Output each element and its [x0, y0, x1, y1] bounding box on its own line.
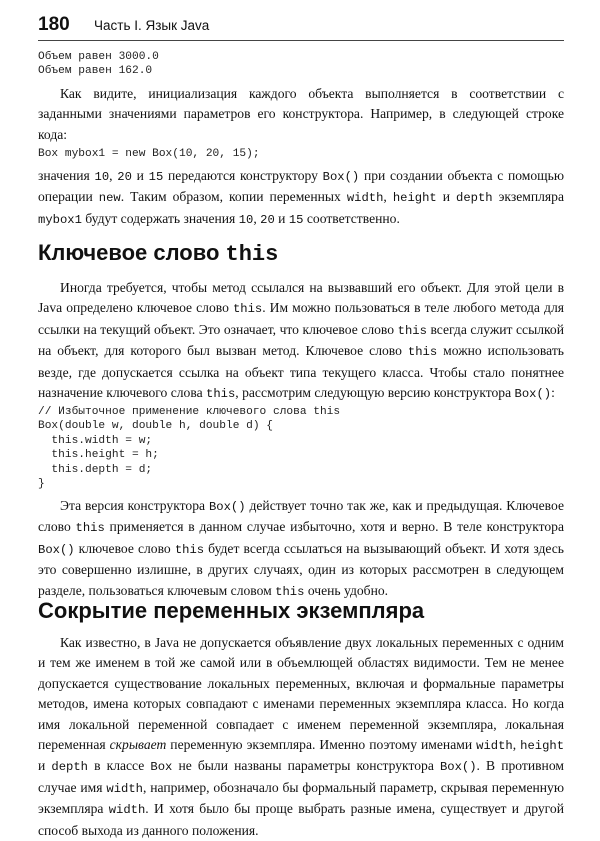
section-heading-variable-hiding: Сокрытие переменных экземпляра	[38, 598, 425, 623]
paragraph-initialization: Как видите, инициализация каждого объекта выполняется в соответствии с заданными значениями параметров его конструктора. Например, в следующей строке кода:	[38, 86, 564, 142]
section-heading-this: Ключевое слово this	[38, 240, 279, 267]
code-box-constructor-this: // Избыточное применение ключевого слова this Box(double w, double h, double d) { this.width = w; this.height = h; this.depth = d; }	[38, 406, 341, 491]
page-header	[38, 14, 564, 41]
page-number: 180	[38, 14, 70, 35]
running-head: Часть I. Язык Java	[94, 18, 210, 33]
paragraph-this-keyword: Иногда требуется, чтобы метод ссылался на вызвавший его объект. Для этой цели в Java определено ключевое слово this. Им можно пользоваться в теле любого метода для ссылки на текущий объект. Это означает, что ключевое слово this всегда служит ссылкой на объект, для которого был вызван метод. Ключевое слово this можно использовать везде, где допускается ссылка на объект типа текущего класса. Чтобы стало понятнее назначение ключевого слова this, рассмотрим следующую версию конструктора Box():	[38, 280, 564, 402]
code-output-block: Объем равен 3000.0 Объем равен 162.0	[38, 51, 159, 78]
code-mybox1-declaration: Box mybox1 = new Box(10, 20, 15);	[38, 148, 260, 160]
paragraph-this-redundant: Эта версия конструктора Box() действует точно так же, как и предыдущая. Ключевое слово this применяется в данном случае избыточно, хотя и верно. В теле конструктора Box() ключевое слово this будет всегда ссылаться на вызывающий объект. И хотя здесь это совершенно излишне, в других случаях, один из которых рассмотрен в следующем разделе, пользоваться ключевым словом this очень удобно.	[38, 498, 565, 599]
paragraph-constructor-values: значения 10, 20 и 15 передаются конструктору Box() при создании объекта с помощью операции new. Таким образом, копии переменных width, height и depth экземпляра mybox1 будут содержать значения 10, 20 и 15 соответственно.	[38, 168, 564, 227]
paragraph-variable-hiding: Как известно, в Java не допускается объявление двух локальных переменных с одним и тем же именем в той же самой или в объемлющей областях видимости. Тем не менее допускается существование локальных переменных, включая и формальные параметры методов, имена которых совпадают с именами переменных экземпляра класса. Но когда имя локальной переменной совпадает с именем переменной экземпляра, локальная переменная скрывает переменную экземпляра. Именно поэтому именами width, height и depth в классе Box не были названы параметры конструктора Box(). В противном случае имя width, например, обозначало бы формальный параметр, скрывая переменную экземпляра width. И хотя было бы проще выбрать разные имена, существует и другой способ выхода из данного положения.	[38, 635, 565, 838]
